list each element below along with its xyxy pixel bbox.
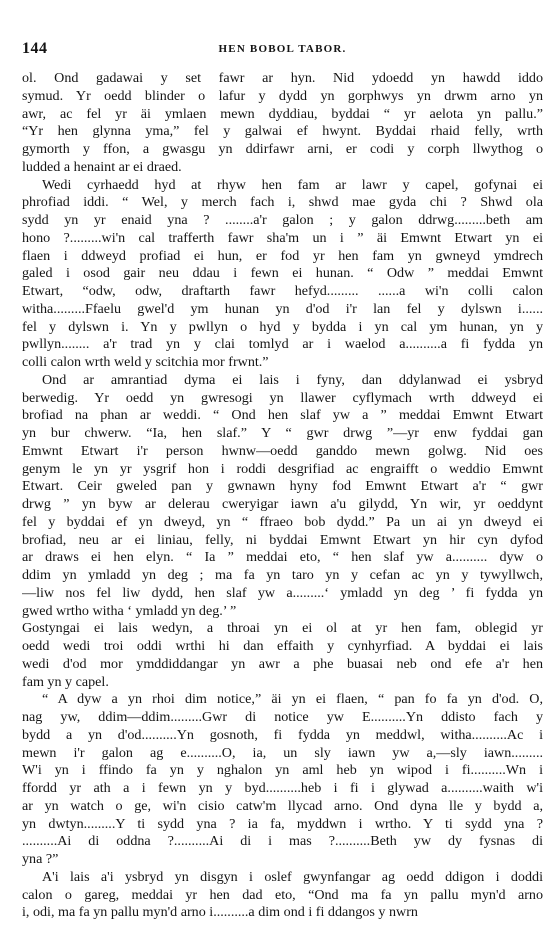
paragraph (22, 620, 543, 691)
text-line: yn dwtyn.........Y ti sydd yna ? ia fa, myddwn i wrtho. Y ti sydd yna ? (22, 815, 543, 832)
text-line: brofiad, neu ar ei liniau, felly, ni byddai Emwnt Etwart yn hir cyn dyfod (22, 531, 543, 548)
text-line: ..........Ai di oddna ?..........Ai di i mas ?..........Beth yw dy fysnas di (22, 833, 543, 850)
text-line: wedi d'od mor ymddiddangar yn awr a phe buasai neb ond efe a'r hen (22, 655, 543, 672)
text-line: brofiad na phan ar weddi. “ Ond hen slaf yw a ” meddai Emwnt Etwart (22, 407, 543, 424)
page-header (22, 40, 543, 70)
text-line: pwllyn........ a'r trad yn y clai tomlyd ar i waelod a..........a fi fydda yn (22, 336, 543, 353)
text-line: “ A dyw a yn rhoi dim notice,” äi yn ei flaen, “ pan fo fa yn d'od. O, (42, 691, 543, 708)
text-line: Etwart, “odw, odw, draftarth fawr hefyd......... ......a wi'n colli calon (22, 283, 543, 299)
text-line: phrofiad iddi. “ Wel, y merch fach i, shwd mae gyda chi ? Shwd ola (22, 194, 543, 211)
text-line: mewn i'r galon ag e..........O, ia, un sly iawn yw a,—sly iawn......... (22, 744, 543, 761)
text-line: witha.........Ffaelu gwel'd ym hunan yn d'od i'r lan fel y dylswn i...... (22, 300, 543, 317)
text-line: fel y byddai ef yn dweyd, yn “ ffraeo bob dydd.” Pa un ai yn dweyd ei (22, 513, 543, 530)
text-line: —liw nos fel liw dydd, hen slaf yw a.........‘ ymladd yn deg ’ fi fydda yn (22, 584, 543, 601)
text-line: Emwnt Etwart i'r person hwnw—oedd ganddo mewn golwg. Nid oes (22, 442, 543, 459)
text-line: yna ?” (22, 851, 59, 867)
text-line: gwed wrtho witha ‘ ymladd yn deg.’ ” (22, 602, 237, 619)
text-line: oedd wedi troi oddi wrthi hi dan effaith y cynhyrfiad. A byddai ei lais (22, 638, 543, 654)
text-line: sydd yn yr enaid yna ? ........a'r galon ; y galon ddrwg.........beth am (22, 212, 543, 228)
text-line: berwedig. Yr oedd yn gwresogi yn llawer cyflymach wrth ddweyd ei (22, 389, 543, 406)
text-line: “Yr hen glynna yma,” fel y galwai ef hwynt. Byddai rhaid felly, wrth (22, 123, 543, 140)
text-line: ar yn watch o ge, wi'n cisio catw'm llycad arno. Ond dyna lle y bydd a, (22, 797, 543, 814)
text-line: symud. Yr oedd blinder o lafur y dydd yn gorphwys yn drwm arno yn (22, 87, 543, 104)
text-line: ludded a henaint ar ei draed. (22, 158, 182, 175)
page-number: 144 (22, 40, 48, 57)
paragraph (22, 869, 543, 922)
text-line: W'i yn i ffindo fa yn y nghalon yn aml heb yn wipod i fi..........Wn i (22, 762, 543, 779)
text-line: i, odi, ma fa yn pallu myn'd arno i..........a dim ond i fi ddangos y nwrn (22, 904, 418, 921)
text-line: ffordd yr ath a i fewn yn y byd..........heb i fi i glywad a..........waith w'i (22, 780, 543, 796)
paragraph (22, 691, 543, 869)
text-line: flaen i ddweyd profiad ei hun, er fod yr hen fam yn gwneyd ymdrech (22, 247, 543, 264)
text-line: ddim yn ymladd yn deg ; ma fa yn taro yn y cefan ac yn y tywyllwch, (22, 567, 543, 583)
text-line: Ond ar amrantiad dyma ei lais i fyny, dan ddylanwad ei ysbryd (42, 371, 543, 388)
paragraph (22, 372, 543, 621)
text-line: fel y dylswn i. Yn y pwllyn o hyd y bydda i yn cal ym hunan, yn y (22, 318, 543, 335)
text-line: Gostyngai ei lais wedyn, a throai yn ei ol at yr hen fam, oblegid yr (22, 620, 543, 637)
text-line: drwg ” yn byw ar delerau cweryigar iawn a'u gilydd, Yn wir, yr oeddynt (22, 496, 543, 512)
text-line: galed i osod gair neu ddau i fewn ei hunan. “ Odw ” meddai Emwnt (22, 265, 543, 282)
text-line: awr, ac fel yr äi ymlaen mewn dyddiau, byddai “ yr aelota yn pallu.” (22, 105, 543, 122)
text-line: A'i lais a'i ysbryd yn disgyn i oslef gwynfangar ag oedd ddigon i doddi (42, 868, 543, 885)
text-line: calon o gareg, meddai yr hen dad eto, “Ond ma fa yn pallu myn'd arno (22, 886, 543, 903)
text-line: colli calon wrth weld y scitchia mor frwnt.” (22, 354, 269, 370)
text-line: hono ?.........wi'n cal trafferth fawr sha'm un i ” äi Emwnt Etwart yn ei (22, 229, 543, 246)
text-line: ol. Ond gadawai y set fawr ar hyn. Nid ydoedd yn hawdd iddo (22, 70, 543, 86)
text-line: fam yn y capel. (22, 673, 109, 690)
text-line: bydd a yn d'od..........Yn gosnoth, fi fydda yn meddwl, witha..........Ac i (22, 726, 543, 743)
paragraph (22, 177, 543, 372)
body-text (22, 70, 543, 922)
text-line: nag yw, ddim—ddim.........Gwr di notice yw E..........Yn ddisto fach y (22, 709, 543, 725)
text-line: yn bur chwerw. “Ia, hen slaf.” Y “ gwr drwg ”—yr enw fyddai gan (22, 425, 543, 441)
text-line: gymorth y ffon, a gwasgu yn ddirfawr arni, er codi y corph llwythog o (22, 141, 543, 157)
text-line: genym le yn yr ysgrif hon i roddi desgrifiad ac engraifft o weddio Emwnt (22, 460, 543, 477)
text-line: Etwart. Ceir gweled pan y gwnawn hyny fod Emwnt Etwart a'r “ gwr (22, 478, 543, 495)
paragraph (22, 70, 543, 177)
text-line: ar draws ei hen elyn. “ Ia ” meddai eto, “ hen slaf yw a.......... dyw o (22, 549, 543, 566)
running-title: HEN BOBOL TABOR. (218, 43, 347, 55)
text-line: Wedi cyrhaedd hyd at rhyw hen fam ar lawr y capel, gofynai ei (42, 176, 543, 193)
